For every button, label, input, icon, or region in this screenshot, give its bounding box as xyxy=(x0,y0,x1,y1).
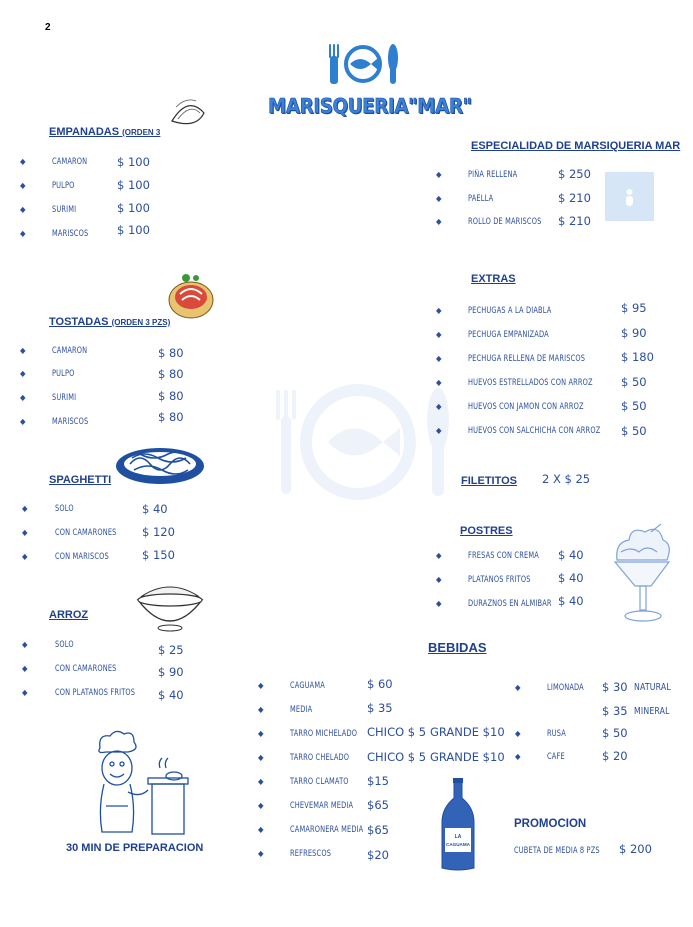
menu-item-name: PIÑA RELLENA xyxy=(468,170,518,180)
menu-item-price: $ 100 xyxy=(117,178,150,192)
menu-item-price: $ 60 xyxy=(367,677,393,691)
menu-item-name: PLATANOS FRITOS xyxy=(468,575,531,585)
bullet-icon: ◆ xyxy=(515,729,521,738)
menu-item-name: PECHUGA RELLENA DE MARISCOS xyxy=(468,354,586,364)
menu-item-price: $ 80 xyxy=(158,346,184,360)
menu-item-name: HUEVOS ESTRELLADOS CON ARROZ xyxy=(468,378,593,388)
menu-item-name: TARRO CLAMATO xyxy=(290,777,349,787)
bullet-icon: ◆ xyxy=(20,157,26,166)
tostadas-subtitle: (ORDEN 3 PZS) xyxy=(111,318,171,327)
menu-item-price: $ 100 xyxy=(117,155,150,169)
menu-item-name: MARISCOS xyxy=(52,417,89,427)
bullet-icon: ◆ xyxy=(20,346,26,355)
bullet-icon: ◆ xyxy=(20,393,26,402)
filetitos-price: 2 X $ 25 xyxy=(542,472,591,486)
bullet-icon: ◆ xyxy=(436,306,442,315)
menu-item-price: CHICO $ 5 xyxy=(367,750,427,764)
menu-item-price: $20 xyxy=(367,848,389,862)
bullet-icon: ◆ xyxy=(436,426,442,435)
menu-item-price: $ 100 xyxy=(117,201,150,215)
bullet-icon: ◆ xyxy=(22,504,28,513)
menu-item-name: CAMARON xyxy=(52,346,88,356)
page-number: 2 xyxy=(45,22,51,33)
menu-item-price: $65 xyxy=(367,823,389,837)
menu-item-name: SOLO xyxy=(55,504,74,514)
menu-item-price: $ 150 xyxy=(142,548,175,562)
menu-item-price: $ 80 xyxy=(158,367,184,381)
menu-item-name: TARRO MICHELADO xyxy=(290,729,358,739)
bullet-icon: ◆ xyxy=(436,551,442,560)
bullet-icon: ◆ xyxy=(22,528,28,537)
menu-item-name: LIMONADA xyxy=(547,683,584,693)
menu-item-price: $ 25 xyxy=(158,643,184,657)
menu-item-price: CHICO $ 5 xyxy=(367,725,427,739)
menu-item-note: NATURAL xyxy=(634,682,671,693)
menu-item-name: CON CAMARONES xyxy=(55,664,117,674)
menu-item-price: $ 35 xyxy=(602,704,628,718)
menu-item-price: $ 80 xyxy=(158,410,184,424)
bullet-icon: ◆ xyxy=(258,849,264,858)
bottle-label-line2: CAGUAMA xyxy=(446,842,470,847)
menu-item-price: $ 90 xyxy=(621,326,647,340)
bottle-image xyxy=(440,778,476,872)
bullet-icon: ◆ xyxy=(436,194,442,203)
spaghetti-title: SPAGHETTI xyxy=(49,474,112,486)
arroz-title: ARROZ xyxy=(49,609,89,621)
menu-item-name: CUBETA DE MEDIA 8 PZS xyxy=(514,846,600,856)
menu-item-price: $ 50 xyxy=(602,726,628,740)
bullet-icon: ◆ xyxy=(20,229,26,238)
menu-item-name: PAELLA xyxy=(468,194,494,204)
bullet-icon: ◆ xyxy=(20,205,26,214)
menu-item-name: CAGUAMA xyxy=(290,681,325,691)
bullet-icon: ◆ xyxy=(22,688,28,697)
menu-item-name: ROLLO DE MARISCOS xyxy=(468,217,542,227)
bullet-icon: ◆ xyxy=(22,640,28,649)
bullet-icon: ◆ xyxy=(436,378,442,387)
especialidad-title: ESPECIALIDAD DE MARSIQUERIA MAR xyxy=(471,140,681,152)
menu-item-price: $15 xyxy=(367,774,389,788)
bullet-icon: ◆ xyxy=(258,705,264,714)
menu-item-price: $ 210 xyxy=(558,214,591,228)
extras-title: EXTRAS xyxy=(471,273,516,285)
menu-item-price: $ 90 xyxy=(158,665,184,679)
menu-item-price-large: GRANDE $10 xyxy=(430,725,505,739)
bullet-icon: ◆ xyxy=(22,552,28,561)
menu-item-price: $ 30 xyxy=(602,680,628,694)
bullet-icon: ◆ xyxy=(20,181,26,190)
bullet-icon: ◆ xyxy=(20,417,26,426)
tostadas-title-text: TOSTADAS xyxy=(49,316,109,328)
bullet-icon: ◆ xyxy=(436,599,442,608)
menu-item-price: $ 210 xyxy=(558,191,591,205)
menu-item-name: MARISCOS xyxy=(52,229,89,239)
menu-item-price: $ 200 xyxy=(619,842,652,856)
menu-item-price: $ 40 xyxy=(142,502,168,516)
menu-item-price: $ 40 xyxy=(558,594,584,608)
prep-time-note: 30 MIN DE PREPARACION xyxy=(66,842,204,854)
person-icon xyxy=(605,172,654,221)
bullet-icon: ◆ xyxy=(515,752,521,761)
menu-item-name: PULPO xyxy=(52,181,75,191)
menu-item-note: MINERAL xyxy=(634,706,670,717)
restaurant-name: MARISQUERIA"MAR" xyxy=(268,94,472,118)
menu-item-price: $ 40 xyxy=(558,571,584,585)
empanadas-title-text: EMPANADAS xyxy=(49,126,120,138)
bullet-icon: ◆ xyxy=(436,402,442,411)
menu-item-price: $ 50 xyxy=(621,375,647,389)
bullet-icon: ◆ xyxy=(258,753,264,762)
menu-item-name: TARRO CHELADO xyxy=(290,753,350,763)
menu-item-price: $ 180 xyxy=(621,350,654,364)
menu-item-price: $ 80 xyxy=(158,389,184,403)
bullet-icon: ◆ xyxy=(258,825,264,834)
bullet-icon: ◆ xyxy=(436,217,442,226)
menu-item-name: CAMARON xyxy=(52,157,88,167)
image-placeholder xyxy=(605,172,654,221)
menu-item-name: HUEVOS CON SALCHICHA CON ARROZ xyxy=(468,426,601,436)
bottle-label-line1: LA xyxy=(454,834,462,840)
menu-item-name: REFRESCOS xyxy=(290,849,332,859)
menu-item-price-large: GRANDE $10 xyxy=(430,750,505,764)
menu-item-name: SOLO xyxy=(55,640,74,650)
menu-item-name: PECHUGAS A LA DIABLA xyxy=(468,306,552,316)
bullet-icon: ◆ xyxy=(515,683,521,692)
spaghetti-image xyxy=(114,442,206,486)
menu-item-name: CON MARISCOS xyxy=(55,552,109,562)
menu-item-name: HUEVOS CON JAMON CON ARROZ xyxy=(468,402,584,412)
menu-item-price: $ 40 xyxy=(158,688,184,702)
menu-item-name: CHEVEMAR MEDIA xyxy=(290,801,354,811)
menu-item-price: $ 50 xyxy=(621,399,647,413)
empanada-image xyxy=(168,93,208,133)
postres-title: POSTRES xyxy=(460,525,513,537)
menu-item-name: DURAZNOS EN ALMIBAR xyxy=(468,599,552,609)
menu-item-name: PECHUGA EMPANIZADA xyxy=(468,330,549,340)
menu-item-name: CAFE xyxy=(547,752,565,762)
menu-item-price: $ 120 xyxy=(142,525,175,539)
ice-cream-image xyxy=(611,522,673,626)
bullet-icon: ◆ xyxy=(22,664,28,673)
bullet-icon: ◆ xyxy=(258,777,264,786)
bullet-icon: ◆ xyxy=(258,681,264,690)
menu-item-name: FRESAS CON CREMA xyxy=(468,551,539,561)
menu-item-name: SURIMI xyxy=(52,205,77,215)
bullet-icon: ◆ xyxy=(436,170,442,179)
watermark-logo xyxy=(258,380,458,500)
tostadas-title xyxy=(49,316,170,328)
menu-item-price: $ 100 xyxy=(117,223,150,237)
menu-item-name: CON PLATANOS FRITOS xyxy=(55,688,136,698)
bullet-icon: ◆ xyxy=(436,330,442,339)
menu-item-price: $ 40 xyxy=(558,548,584,562)
menu-item-price: $ 50 xyxy=(621,424,647,438)
menu-item-price: $ 35 xyxy=(367,701,393,715)
bullet-icon: ◆ xyxy=(436,575,442,584)
bullet-icon: ◆ xyxy=(258,729,264,738)
menu-item-name: RUSA xyxy=(547,729,566,739)
menu-item-name: PULPO xyxy=(52,369,75,379)
menu-item-name: CAMARONERA MEDIA xyxy=(290,825,364,835)
menu-item-name: CON CAMARONES xyxy=(55,528,117,538)
menu-item-price: $ 20 xyxy=(602,749,628,763)
menu-item-price: $65 xyxy=(367,798,389,812)
empanadas-title xyxy=(49,126,160,138)
chef-illustration xyxy=(88,728,200,840)
bebidas-title: BEBIDAS xyxy=(428,640,487,655)
menu-item-name: MEDIA xyxy=(290,705,313,715)
restaurant-logo-icon xyxy=(326,42,400,86)
menu-item-name: SURIMI xyxy=(52,393,77,403)
bullet-icon: ◆ xyxy=(258,801,264,810)
filetitos-title: FILETITOS xyxy=(461,475,518,487)
bullet-icon: ◆ xyxy=(20,369,26,378)
menu-item-price: $ 95 xyxy=(621,301,647,315)
tostada-image xyxy=(166,270,216,322)
bullet-icon: ◆ xyxy=(436,354,442,363)
empanadas-subtitle: (ORDEN 3 xyxy=(122,128,161,137)
promocion-title: PROMOCION xyxy=(514,818,587,830)
menu-item-price: $ 250 xyxy=(558,167,591,181)
rice-bowl-image xyxy=(134,580,206,636)
